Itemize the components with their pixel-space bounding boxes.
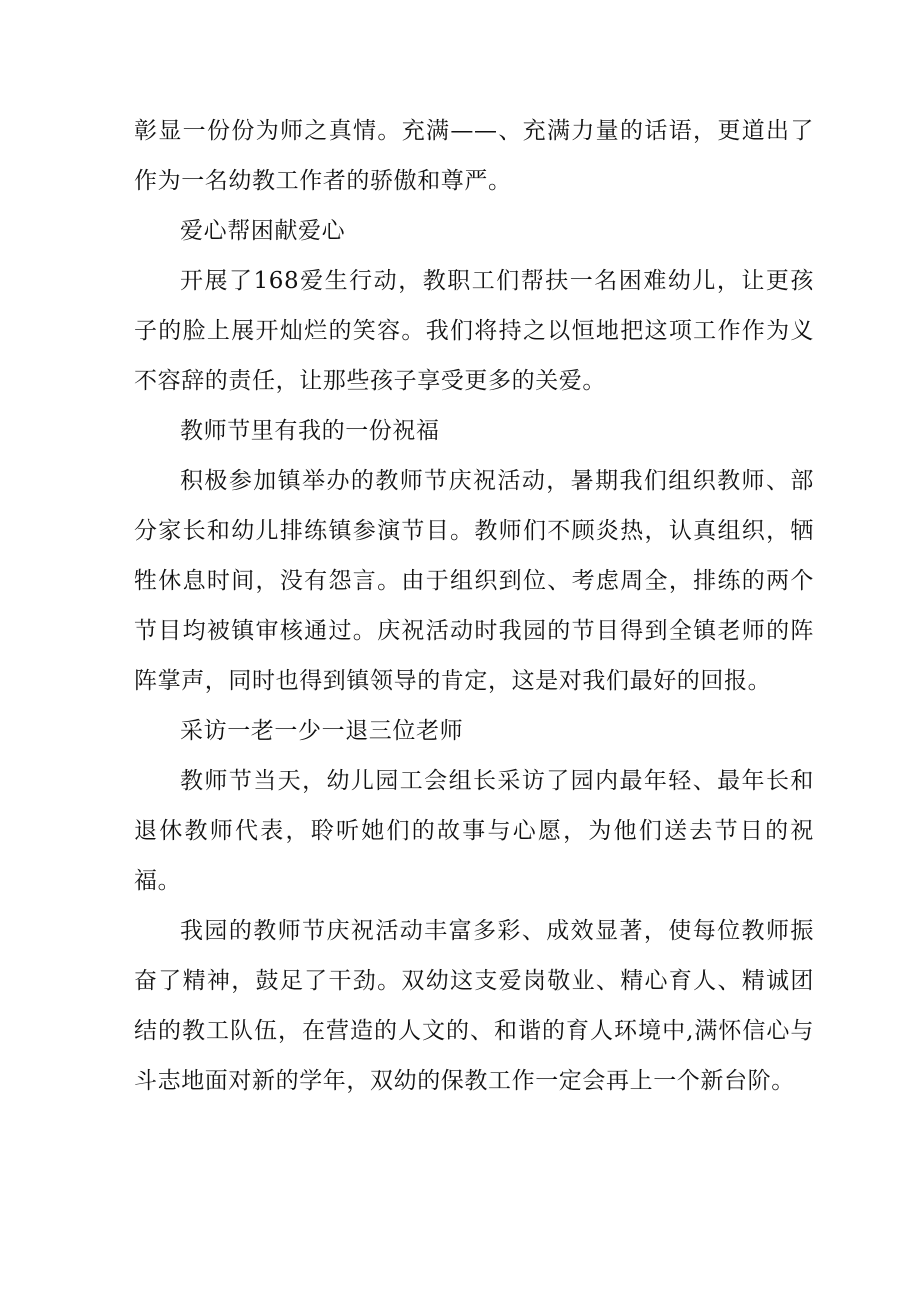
paragraph-conclusion: 我园的教师节庆祝活动丰富多彩、成效显著，使每位教师振奋了精神，鼓足了干劲。双幼这支爱岗敬业、精心育人、精诚团结的教工队伍，在营造的人文的、和谐的育人环境中,满怀信心与斗志地面对新的学年，双幼的保教工作一定会再上一个新台阶。 [134, 918, 814, 1094]
paragraph-interview-three-teachers: 教师节当天，幼儿园工会组长采访了园内最年轻、最年长和退休教师代表，聆听她们的故事与心愿，为他们送去节日的祝福。 [134, 768, 814, 894]
paragraph-caring-help: 开展了168爱生行动，教职工们帮扶一名困难幼儿，让更孩子的脸上展开灿烂的笑容。我们将持之以恒地把这项工作作为义不容辞的责任，让那些孩子享受更多的关爱。 [134, 268, 814, 394]
section-heading-teachers-day-blessing: 教师节里有我的一份祝福 [180, 418, 440, 444]
section-heading-interview-three-teachers: 采访一老一少一退三位老师 [180, 718, 464, 744]
document-body [134, 106, 814, 1106]
paragraph-teachers-day-blessing: 积极参加镇举办的教师节庆祝活动，暑期我们组织教师、部分家长和幼儿排练镇参演节目。教师们不顾炎热，认真组织，牺牲休息时间，没有怨言。由于组织到位、考虑周全，排练的两个节目均被镇审核通过。庆祝活动时我园的节目得到全镇老师的阵阵掌声，同时也得到镇领导的肯定，这是对我们最好的回报。 [134, 468, 814, 694]
section-heading-caring-help: 爱心帮困献爱心 [180, 218, 346, 244]
paragraph-intro-continuation: 彰显一份份为师之真情。充满——、充满力量的话语，更道出了作为一名幼教工作者的骄傲和尊严。 [134, 118, 814, 194]
